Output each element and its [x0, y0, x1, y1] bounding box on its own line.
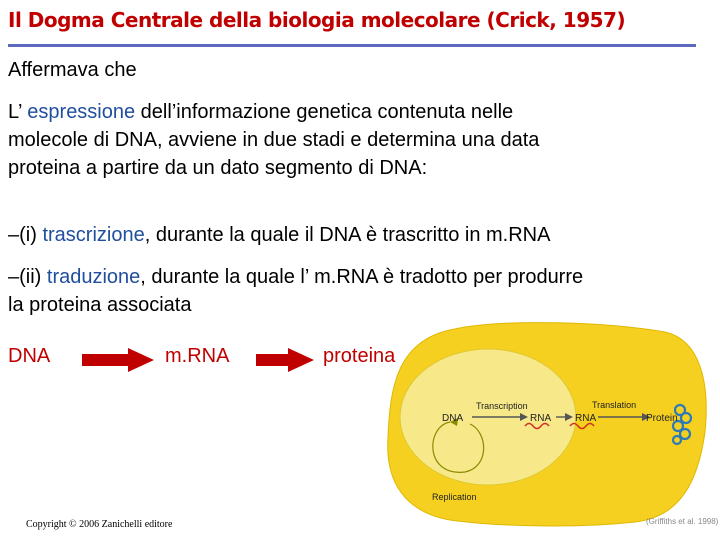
figure-label-protein: Protein: [646, 413, 678, 424]
central-dogma-figure: [380, 322, 710, 527]
flow-arrow-2: [256, 348, 314, 372]
item-prefix: –(i): [8, 224, 43, 246]
item-prefix: –(ii): [8, 266, 47, 288]
figure-label-replication: Replication: [432, 492, 477, 502]
paragraph-line-1: [8, 98, 513, 126]
slide-title: Il Dogma Centrale della biologia molecolare (Crick, 1957): [8, 8, 626, 32]
paragraph-rest: dell’informazione genetica contenuta nelle: [135, 101, 514, 123]
list-item-traduzione: [8, 263, 583, 291]
figure-label-rna-nucleus: RNA: [530, 413, 552, 424]
paragraph-start: L’: [8, 101, 28, 123]
flow-arrow-1: [82, 348, 154, 372]
flow-label-mrna: m.RNA: [165, 345, 230, 367]
figure-label-dna: DNA: [442, 413, 464, 424]
figure-citation: (Griffiths et al. 1998): [646, 517, 719, 526]
figure-label-rna-cytoplasm: RNA: [575, 413, 597, 424]
paragraph-line-3: proteina a partire da un dato segmento di DNA:: [8, 157, 428, 179]
copyright-notice: Copyright © 2006 Zanichelli editore: [26, 519, 173, 530]
intro-text: Affermava che: [8, 59, 137, 81]
figure-label-translation: Translation: [592, 400, 637, 410]
flow-label-dna: DNA: [8, 345, 51, 367]
paragraph-line-2: molecole di DNA, avviene in due stadi e determina una data: [8, 129, 540, 151]
list-item-trascrizione: [8, 221, 550, 249]
term-traduzione: traduzione: [46, 266, 141, 288]
figure-label-transcription: Transcription: [476, 401, 528, 411]
flow-label-protein: proteina: [323, 345, 396, 367]
term-espressione: espressione: [27, 101, 136, 123]
item-description: , durante la quale l’ m.RNA è tradotto per produrre: [140, 266, 584, 288]
term-trascrizione: trascrizione: [42, 224, 145, 246]
list-item-traduzione-line-2: la proteina associata: [8, 294, 192, 316]
item-description: , durante la quale il DNA è trascritto in m.RNA: [144, 224, 551, 246]
title-underline: [8, 44, 696, 47]
